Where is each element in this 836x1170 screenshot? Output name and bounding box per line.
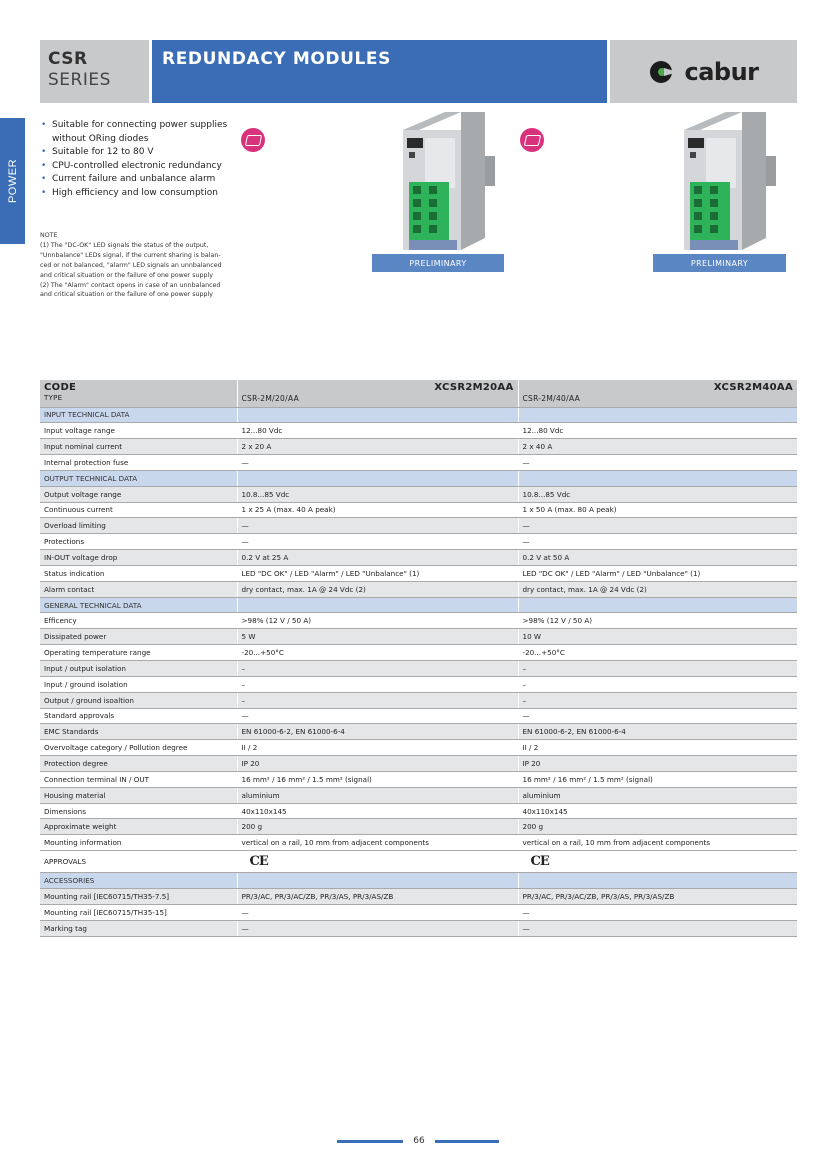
spec-label: Operating temperature range xyxy=(40,645,237,661)
feature-item: • CPU-controlled electronic redundancy xyxy=(40,160,240,174)
table-row xyxy=(40,756,797,772)
table-row xyxy=(40,803,797,819)
section-title: INPUT TECHNICAL DATA xyxy=(40,407,237,423)
spec-value: – xyxy=(518,661,797,677)
feature-item: • Suitable for 12 to 80 V xyxy=(40,146,240,160)
spec-value: — xyxy=(237,455,518,471)
spec-label: Continuous current xyxy=(40,502,237,518)
note-line: "Unnbalance" LEDs signal, if the current sharing is balan- xyxy=(40,251,221,259)
spec-value: — xyxy=(237,518,518,534)
spec-value: -20...+50°C xyxy=(237,645,518,661)
spec-value: IP 20 xyxy=(518,756,797,772)
spec-value: 10.8...85 Vdc xyxy=(518,486,797,502)
table-row xyxy=(40,550,797,566)
spec-label: Output voltage range xyxy=(40,486,237,502)
note-block xyxy=(40,231,240,300)
series-name: CSR xyxy=(48,49,88,69)
section-cell xyxy=(518,470,797,486)
page-title: REDUNDACY MODULES xyxy=(162,49,391,69)
spec-value: 0.2 V at 25 A xyxy=(237,550,518,566)
spec-value: 2 x 40 A xyxy=(518,439,797,455)
spec-label: Housing material xyxy=(40,787,237,803)
spec-label: APPROVALS xyxy=(40,851,237,873)
feature-list xyxy=(40,119,240,200)
spec-label: Output / ground isoaltion xyxy=(40,692,237,708)
approval-cell xyxy=(518,851,797,873)
approvals-row xyxy=(40,851,797,873)
section-cell xyxy=(518,597,797,613)
footer-rule-left xyxy=(337,1140,403,1143)
table-header-row xyxy=(40,380,797,407)
table-row xyxy=(40,534,797,550)
spec-label: Approximate weight xyxy=(40,819,237,835)
spec-label: Dimensions xyxy=(40,803,237,819)
spec-value: — xyxy=(518,455,797,471)
table-row xyxy=(40,423,797,439)
product-image-2 xyxy=(676,110,786,254)
spec-value: 40x110x145 xyxy=(518,803,797,819)
section-cell xyxy=(237,873,518,889)
spec-value: aluminium xyxy=(237,787,518,803)
spec-table xyxy=(40,380,797,937)
table-row xyxy=(40,676,797,692)
spec-value: – xyxy=(237,661,518,677)
table-row xyxy=(40,787,797,803)
preliminary-label-2: PRELIMINARY xyxy=(653,254,786,272)
product-image-1 xyxy=(395,110,505,254)
series-block xyxy=(40,40,149,103)
product-header-2 xyxy=(518,380,797,407)
section-title: GENERAL TECHNICAL DATA xyxy=(40,597,237,613)
feature-item: • High efficiency and low consumption xyxy=(40,187,240,201)
section-cell xyxy=(237,407,518,423)
spec-value: 1 x 25 A (max. 40 A peak) xyxy=(237,502,518,518)
spec-value: — xyxy=(237,534,518,550)
approval-cell xyxy=(237,851,518,873)
table-row xyxy=(40,629,797,645)
product-code: XCSR2M40AA xyxy=(713,382,793,393)
spec-value: IP 20 xyxy=(237,756,518,772)
spec-label: Dissipated power xyxy=(40,629,237,645)
spec-label: Mounting rail [IEC60715/TH35-7.5] xyxy=(40,888,237,904)
table-row xyxy=(40,455,797,471)
spec-label: Input / ground isolation xyxy=(40,676,237,692)
table-row xyxy=(40,920,797,936)
table-row xyxy=(40,724,797,740)
spec-value: II / 2 xyxy=(518,740,797,756)
section-tab[interactable] xyxy=(0,118,25,244)
section-cell xyxy=(237,470,518,486)
section-row xyxy=(40,873,797,889)
spec-value: 5 W xyxy=(237,629,518,645)
spec-label: Protection degree xyxy=(40,756,237,772)
table-row xyxy=(40,692,797,708)
spec-value: — xyxy=(518,518,797,534)
spec-label: Mounting rail [IEC60715/TH35-15] xyxy=(40,904,237,920)
spec-label: EMC Standards xyxy=(40,724,237,740)
spec-value: PR/3/AC, PR/3/AC/ZB, PR/3/AS, PR/3/AS/ZB xyxy=(237,888,518,904)
spec-value: 0.2 V at 50 A xyxy=(518,550,797,566)
table-row xyxy=(40,904,797,920)
spec-value: — xyxy=(518,708,797,724)
spec-value: II / 2 xyxy=(237,740,518,756)
spec-value: – xyxy=(518,692,797,708)
spec-value: vertical on a rail, 10 mm from adjacent components xyxy=(237,835,518,851)
spec-label: Input nominal current xyxy=(40,439,237,455)
section-row xyxy=(40,470,797,486)
code-label: CODE xyxy=(44,382,77,393)
spec-value: – xyxy=(518,676,797,692)
section-cell xyxy=(518,407,797,423)
section-row xyxy=(40,597,797,613)
table-row xyxy=(40,439,797,455)
note-line: and critical situation or the failure of one power supply xyxy=(40,271,214,279)
spec-value: — xyxy=(237,920,518,936)
spec-label: Input voltage range xyxy=(40,423,237,439)
spec-value: EN 61000-6-2, EN 61000-6-4 xyxy=(237,724,518,740)
series-label: SERIES xyxy=(48,70,111,90)
footer-rule-right xyxy=(435,1140,499,1143)
spec-value: — xyxy=(518,920,797,936)
note-line: and critical situation or the failure of one power supply xyxy=(40,291,214,299)
spec-value: – xyxy=(237,676,518,692)
table-row xyxy=(40,502,797,518)
spec-label: Protections xyxy=(40,534,237,550)
table-row xyxy=(40,771,797,787)
section-cell xyxy=(518,873,797,889)
spec-label: Efficency xyxy=(40,613,237,629)
spec-label: Alarm contact xyxy=(40,581,237,597)
table-row xyxy=(40,486,797,502)
spec-value: EN 61000-6-2, EN 61000-6-4 xyxy=(518,724,797,740)
spec-value: >98% (12 V / 50 A) xyxy=(237,613,518,629)
feature-item: • Current failure and unbalance alarm xyxy=(40,173,240,187)
spec-value: 10 W xyxy=(518,629,797,645)
note-line: (1) The "DC-OK" LED signals the status of the output, xyxy=(40,241,209,249)
note-title: NOTE xyxy=(40,232,58,239)
spec-label: Mounting information xyxy=(40,835,237,851)
spec-value: 12...80 Vdc xyxy=(518,423,797,439)
spec-label: Internal protection fuse xyxy=(40,455,237,471)
spec-value: 200 g xyxy=(237,819,518,835)
spec-value: -20...+50°C xyxy=(518,645,797,661)
note-line: (2) The "Alarm" contact opens in case of an unnbalanced xyxy=(40,281,221,289)
spec-label: Marking tag xyxy=(40,920,237,936)
product-type-icon xyxy=(520,128,544,152)
spec-value: 1 x 50 A (max. 80 A peak) xyxy=(518,502,797,518)
spec-label: Standard approvals xyxy=(40,708,237,724)
spec-label: Status indication xyxy=(40,565,237,581)
spec-label: Overvoltage category / Pollution degree xyxy=(40,740,237,756)
spec-value: — xyxy=(518,534,797,550)
ce-mark-icon: CE xyxy=(249,854,268,870)
section-cell xyxy=(237,597,518,613)
section-title: OUTPUT TECHNICAL DATA xyxy=(40,470,237,486)
code-type-header xyxy=(40,380,237,407)
table-row xyxy=(40,645,797,661)
spec-value: 12...80 Vdc xyxy=(237,423,518,439)
product-type: CSR-2M/40/AA xyxy=(522,394,581,403)
spec-value: – xyxy=(237,692,518,708)
spec-label: Connection terminal IN / OUT xyxy=(40,771,237,787)
spec-label: Input / output isolation xyxy=(40,661,237,677)
product-type-icon xyxy=(241,128,265,152)
spec-value: LED "DC OK" / LED "Alarm" / LED "Unbalance" (1) xyxy=(237,565,518,581)
section-title: ACCESSORIES xyxy=(40,873,237,889)
spec-value: vertical on a rail, 10 mm from adjacent components xyxy=(518,835,797,851)
product-type: CSR-2M/20/AA xyxy=(241,394,300,403)
spec-value: PR/3/AC, PR/3/AC/ZB, PR/3/AS, PR/3/AS/ZB xyxy=(518,888,797,904)
table-row xyxy=(40,661,797,677)
brand-logo xyxy=(610,40,797,103)
table-row xyxy=(40,835,797,851)
spec-value: 200 g xyxy=(518,819,797,835)
note-line: ced or not balanced, "alarm" LED signals an unnbalanced xyxy=(40,261,222,269)
preliminary-label-1: PRELIMINARY xyxy=(372,254,504,272)
table-row xyxy=(40,581,797,597)
table-row xyxy=(40,613,797,629)
table-row xyxy=(40,819,797,835)
spec-value: 16 mm² / 16 mm² / 1.5 mm² (signal) xyxy=(237,771,518,787)
table-row xyxy=(40,708,797,724)
ce-mark-icon: CE xyxy=(530,854,549,870)
spec-value: aluminium xyxy=(518,787,797,803)
table-row xyxy=(40,888,797,904)
page-number: 66 xyxy=(413,1136,425,1146)
spec-value: 40x110x145 xyxy=(237,803,518,819)
product-code: XCSR2M20AA xyxy=(434,382,514,393)
spec-value: LED "DC OK" / LED "Alarm" / LED "Unbalance" (1) xyxy=(518,565,797,581)
spec-value: >98% (12 V / 50 A) xyxy=(518,613,797,629)
spec-label: IN-OUT voltage drop xyxy=(40,550,237,566)
table-row xyxy=(40,565,797,581)
type-label: TYPE xyxy=(44,394,63,402)
page-title-bar xyxy=(152,40,607,103)
spec-value: — xyxy=(237,708,518,724)
feature-item: • Suitable for connecting power supplies without ORing diodes xyxy=(40,119,240,146)
spec-value: dry contact, max. 1A @ 24 Vdc (2) xyxy=(237,581,518,597)
cabur-logo-icon xyxy=(648,58,680,86)
spec-value: — xyxy=(237,904,518,920)
spec-value: 16 mm² / 16 mm² / 1.5 mm² (signal) xyxy=(518,771,797,787)
product-header-1 xyxy=(237,380,518,407)
table-row xyxy=(40,518,797,534)
spec-label: Overload limiting xyxy=(40,518,237,534)
spec-value: 2 x 20 A xyxy=(237,439,518,455)
spec-value: dry contact, max. 1A @ 24 Vdc (2) xyxy=(518,581,797,597)
spec-value: — xyxy=(518,904,797,920)
logo-wordmark: cabur xyxy=(684,57,759,86)
section-tab-label: POWER xyxy=(6,158,19,204)
section-row xyxy=(40,407,797,423)
table-row xyxy=(40,740,797,756)
spec-value: 10.8...85 Vdc xyxy=(237,486,518,502)
